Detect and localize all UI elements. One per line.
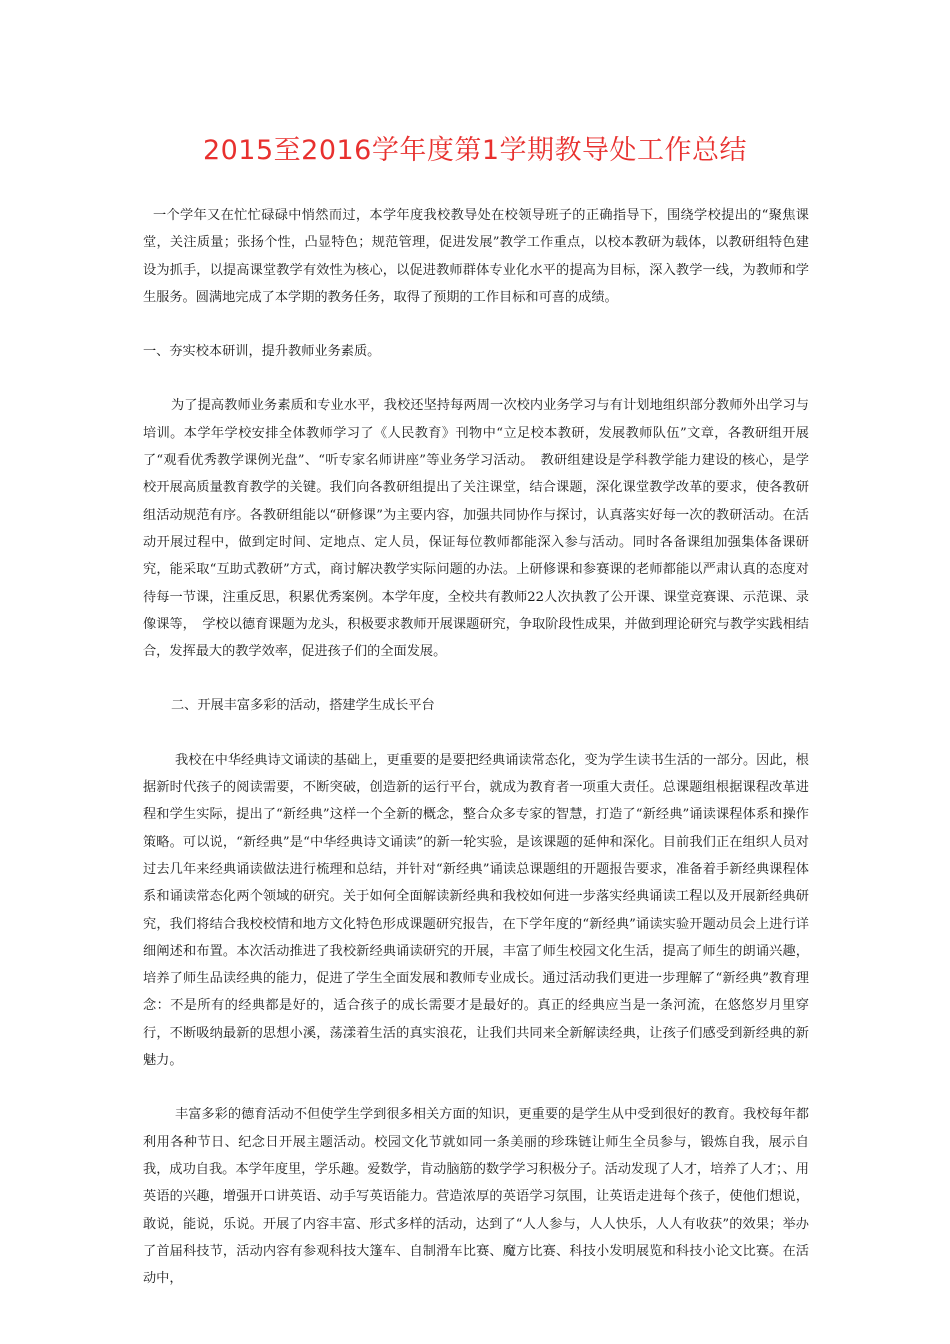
section-2-paragraph-2: 丰富多彩的德育活动不但使学生学到很多相关方面的知识，更重要的是学生从中受到很好的教育。我校每年都利用各种节日、纪念日开展主题活动。校园文化节就如同一条美丽的珍珠链让师生全员参与，锻炼自我，展示自我，成功自我。本学年度里，学乐趣。爱数学，肯动脑筋的数学学习积极分子。活动发现了人才，培养了人才；、用英语的兴趣，增强开口讲英语、动手写英语能力。营造浓厚的英语学习氛围，让英语走进每个孩子，使他们想说，敢说，能说，乐说。开展了内容丰富、形式多样的活动，达到了“人人参与，人人快乐，人人有收获”的效果；举办了首届科技节，活动内容有参观科技大篷车、自制滑车比赛、魔方比赛、科技小发明展览和科技小论文比赛。在活动中， — [143, 1107, 809, 1287]
document-body — [143, 202, 809, 1292]
section-1-paragraph-1: 为了提高教师业务素质和专业水平，我校还坚持每两周一次校内业务学习与有计划地组织部分教师外出学习与培训。本学年学校安排全体教师学习了《人民教育》刊物中“立足校本教研，发展教师队伍”文章，各教研组开展了“观看优秀教学课例光盘”、“听专家名师讲座”等业务学习活动。 教研组建设是学科教学能力建设的核心，是学校开展高质量教育教学的关键。我们向各教研组提出了关注课堂，结合课题，深化课堂教学改革的要求，使各教研组活动规范有序。各教研组能以“研修课”为主要内容，加强共同协作与探讨，认真落实好每一次的教研活动。在活动开展过程中，做到定时间、定地点、定人员，保证每位教师都能深入参与活动。同时各备课组加强集体备课研究，能采取“互助式教研”方式，商讨解决教学实际问题的办法。上研修课和参赛课的老师都能以严肃认真的态度对待每一节课，注重反思，积累优秀案例。本学年度，全校共有教师22人次执教了公开课、课堂竞赛课、示范课、录像课等， 学校以德育课题为龙头，积极要求教师开展课题研究，争取阶段性成果，并做到理论研究与教学实践相结合，发挥最大的教学效率，促进孩子们的全面发展。 — [143, 398, 809, 660]
section-2-paragraph-1: 我校在中华经典诗文诵读的基础上，更重要的是要把经典诵读常态化，变为学生读书生活的一部分。因此，根据新时代孩子的阅读需要，不断突破，创造新的运行平台，就成为教育者一项重大责任。总课题组根据课程改革进程和学生实际，提出了“新经典”这样一个全新的概念，整合众多专家的智慧，打造了“新经典”诵读课程体系和操作策略。可以说，“新经典”是“中华经典诗文诵读”的新一轮实验，是该课题的延伸和深化。目前我们正在组织人员对过去几年来经典诵读做法进行梳理和总结，并针对“新经典”诵读总课题组的开题报告要求，准备着手新经典课程体系和诵读常态化两个领域的研究。关于如何全面解读新经典和我校如何进一步落实经典诵读工程以及开展新经典研究，我们将结合我校校情和地方文化特色形成课题研究报告，在下学年度的“新经典”诵读实验开题动员会上进行详细阐述和布置。本次活动推进了我校新经典诵读研究的开展，丰富了师生校园文化生活，提高了师生的朗诵兴趣，培养了师生品读经典的能力，促进了学生全面发展和教师专业成长。通过活动我们更进一步理解了“新经典”教育理念：不是所有的经典都是好的，适合孩子的成长需要才是最好的。真正的经典应当是一条河流，在悠悠岁月里穿行，不断吸纳最新的思想小溪，荡漾着生活的真实浪花，让我们共同来全新解读经典，让孩子们感受到新经典的新魅力。 — [143, 752, 809, 1069]
section-1-heading: 一、夯实校本研训，提升教师业务素质。 — [143, 344, 381, 360]
section-2-heading: 二、开展丰富多彩的活动，搭建学生成长平台 — [171, 698, 435, 714]
document-title: 2015至2016学年度第1学期教导处工作总结 — [202, 135, 748, 166]
intro-paragraph: 一个学年又在忙忙碌碌中悄然而过，本学年度我校教导处在校领导班子的正确指导下，围绕学校提出的“聚焦课堂，关注质量；张扬个性，凸显特色；规范管理，促进发展”教学工作重点，以校本教研为载体，以教研组特色建设为抓手，以提高课堂教学有效性为核心，以促进教师群体专业化水平的提高为目标，深入教学一线，为教师和学生服务。圆满地完成了本学期的教务任务，取得了预期的工作目标和可喜的成绩。 — [143, 208, 809, 305]
